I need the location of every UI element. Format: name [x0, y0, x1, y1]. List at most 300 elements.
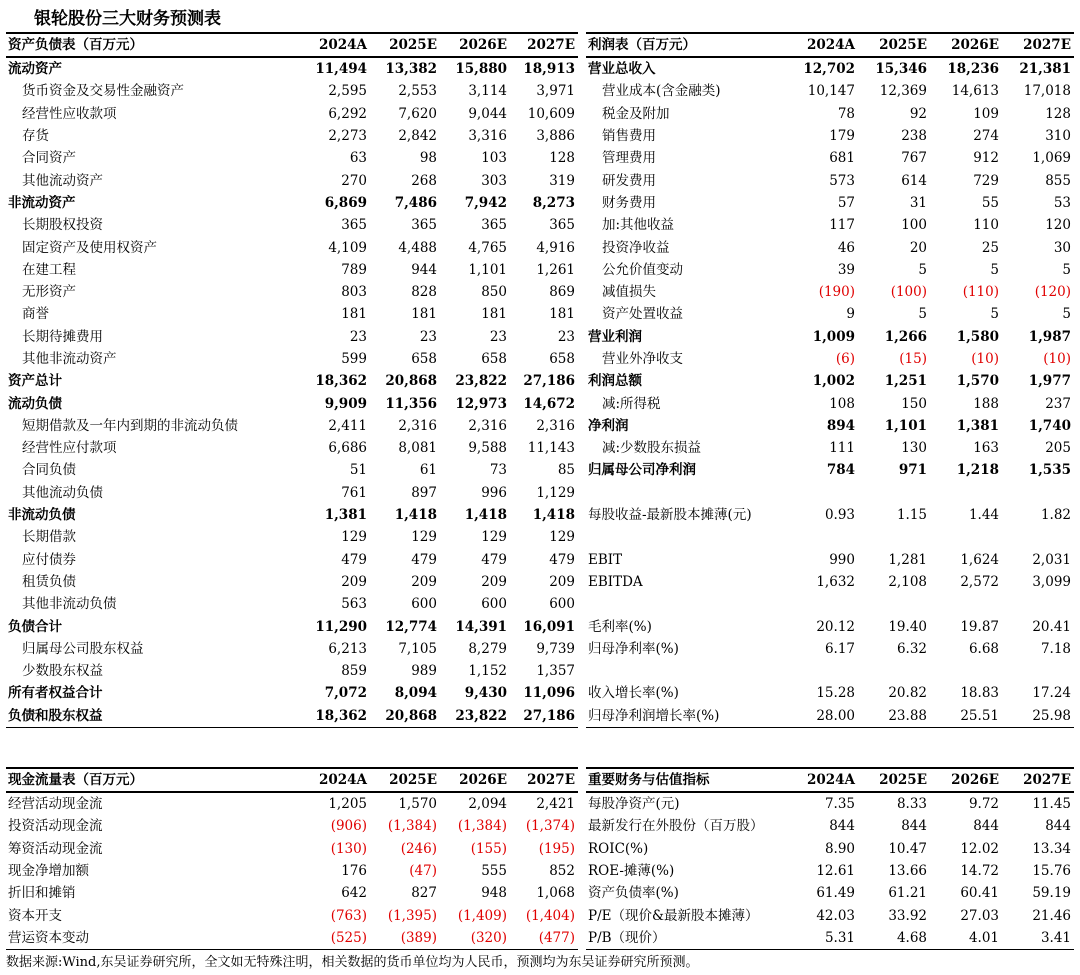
row-label: 收入增长率(%) [588, 685, 679, 702]
row-label: 固定资产及使用权资产 [22, 239, 157, 256]
value-cell: 270 [341, 172, 367, 189]
row-label: 其他非流动资产 [22, 351, 117, 367]
source-note: 数据来源:Wind,东吴证券研究所，全文如无特殊注明，相关数据的货币单位均为人民币，预测均为东吴证券研究所预测。 [6, 955, 699, 970]
value-cell: 3,886 [536, 128, 575, 145]
value-cell: 8.90 [824, 840, 855, 857]
row-label: 营业成本(含金融类) [602, 83, 721, 100]
value-cell: 51 [349, 462, 367, 479]
row-label: 折旧和摊销 [8, 885, 76, 902]
row-label: 所有者权益合计 [8, 685, 103, 702]
value-cell: 237 [1045, 395, 1071, 412]
value-cell [858, 660, 930, 682]
table-header-row [586, 768, 1074, 792]
row-label: 归母净利率(%) [588, 640, 679, 657]
value-cell: 23,822 [440, 705, 510, 728]
value-cell: 2,421 [536, 796, 575, 813]
value-cell: 31 [909, 194, 927, 211]
value-cell: 25 [981, 239, 999, 256]
value-cell: 573 [829, 172, 855, 189]
value-cell: 1,218 [956, 462, 999, 479]
value-cell: 30 [1053, 239, 1071, 256]
value-cell [858, 482, 930, 504]
value-cell: 1,251 [884, 373, 927, 390]
table-row [586, 370, 1074, 392]
value-cell: 98 [419, 150, 437, 167]
value-cell [930, 660, 1002, 682]
value-cell: (47) [409, 863, 437, 880]
value-cell: 9,909 [324, 395, 367, 412]
table-row [586, 927, 1074, 950]
table-row [6, 660, 578, 682]
row-label: 合同负债 [22, 462, 76, 479]
value-cell: 310 [1045, 128, 1071, 145]
value-cell: 3.41 [1002, 927, 1074, 950]
value-cell: 150 [901, 395, 927, 412]
row-label: 负债合计 [8, 618, 62, 635]
value-cell: 1,418 [394, 507, 437, 524]
value-cell: 1,977 [1028, 373, 1071, 390]
row-label: ROIC(%) [588, 840, 649, 857]
value-cell: 767 [901, 150, 927, 167]
table-row [586, 303, 1074, 325]
row-label: 无形资产 [22, 284, 76, 301]
value-cell: 1,535 [1028, 462, 1071, 479]
row-label: 营运资本变动 [6, 927, 304, 950]
table-row [6, 682, 578, 704]
value-cell: 11.45 [1032, 796, 1071, 813]
value-cell: 42.03 [816, 907, 855, 924]
value-cell: 1,152 [468, 663, 507, 680]
value-cell: (1,384) [457, 818, 507, 835]
value-cell: 319 [549, 172, 575, 189]
row-label: 资本开支 [8, 907, 62, 924]
row-label: 其他流动资产 [22, 172, 103, 189]
value-cell: 948 [481, 885, 507, 902]
table-row [6, 147, 578, 169]
value-cell: 15.76 [1032, 863, 1071, 880]
value-cell: 12,702 [803, 61, 855, 78]
table-row [586, 705, 1074, 728]
table-row [6, 326, 578, 348]
value-cell: 7,486 [394, 194, 437, 211]
value-cell: 100 [901, 217, 927, 234]
value-cell: 13.34 [1032, 840, 1071, 857]
row-label: 合同资产 [22, 150, 76, 167]
table-row [586, 904, 1074, 926]
year-header: 2024A [304, 768, 370, 792]
value-cell: 3,099 [1032, 573, 1071, 590]
value-cell: 7.18 [1040, 640, 1071, 657]
value-cell: 27,186 [523, 373, 575, 390]
value-cell: 2,316 [468, 417, 507, 434]
value-cell: 844 [901, 818, 927, 835]
table-row [6, 392, 578, 414]
table-row [6, 370, 578, 392]
value-cell: 600 [549, 596, 575, 613]
value-cell [1002, 593, 1074, 615]
row-label: 长期股权投资 [22, 217, 103, 234]
value-cell: 2,572 [960, 573, 999, 590]
value-cell: 5 [990, 306, 999, 323]
value-cell: 16,091 [523, 618, 575, 635]
value-cell: 6,686 [328, 440, 367, 457]
table-row [6, 904, 578, 926]
table-row [586, 147, 1074, 169]
row-label: 管理费用 [602, 150, 656, 167]
value-cell: (120) [1034, 284, 1071, 301]
value-cell: (10) [1043, 351, 1071, 367]
value-cell: 1,009 [812, 328, 855, 345]
table-header-row [586, 33, 1074, 57]
value-cell: 55 [981, 194, 999, 211]
value-cell: 209 [411, 573, 437, 590]
value-cell [858, 593, 930, 615]
table-row [6, 214, 578, 236]
value-cell [930, 593, 1002, 615]
value-cell: 614 [901, 172, 927, 189]
table-row [6, 169, 578, 191]
value-cell: 13,382 [385, 61, 437, 78]
value-cell: 9,430 [464, 685, 507, 702]
value-cell: 1,987 [1028, 328, 1071, 345]
row-label: 加:其他收益 [602, 217, 675, 234]
value-cell: (6) [835, 351, 855, 367]
value-cell: 4,916 [536, 239, 575, 256]
value-cell: 28.00 [786, 705, 858, 728]
value-cell: 9 [846, 306, 855, 323]
value-cell [786, 660, 858, 682]
value-cell: 8,279 [468, 640, 507, 657]
row-label: 商誉 [22, 306, 49, 323]
value-cell: 181 [341, 306, 367, 323]
value-cell: (763) [330, 907, 367, 924]
year-header: 2026E [440, 33, 510, 57]
row-label [586, 482, 786, 504]
year-header: 2025E [370, 768, 440, 792]
table-header-label: 资产负债表（百万元） [6, 33, 304, 57]
table-row [6, 504, 578, 526]
value-cell: 3,316 [468, 128, 507, 145]
value-cell: 6,292 [328, 105, 367, 122]
table-row [586, 169, 1074, 191]
page-title: 银轮股份三大财务预测表 [34, 9, 221, 29]
value-cell: 5.31 [786, 927, 858, 950]
value-cell: 23,822 [455, 373, 507, 390]
row-label: 每股收益-最新股本摊薄(元) [588, 507, 752, 524]
value-cell: 39 [837, 261, 855, 278]
value-cell: 555 [481, 863, 507, 880]
value-cell: 5 [918, 261, 927, 278]
value-cell: 109 [973, 105, 999, 122]
value-cell: (110) [962, 284, 999, 301]
value-cell: 2,411 [328, 417, 367, 434]
row-label: 研发费用 [602, 172, 656, 189]
value-cell: 7,072 [324, 685, 367, 702]
row-label: 每股净资产(元) [588, 796, 680, 813]
value-cell: 365 [549, 217, 575, 234]
value-cell: 303 [481, 172, 507, 189]
value-cell: (15) [899, 351, 927, 367]
table-row [6, 281, 578, 303]
table-row [586, 815, 1074, 837]
table-header-label: 利润表（百万元） [586, 33, 786, 57]
row-label: 归属母公司净利润 [588, 462, 696, 479]
value-cell: 944 [411, 261, 437, 278]
value-cell: 642 [341, 885, 367, 902]
row-label: 经营活动现金流 [8, 796, 103, 813]
value-cell: 20,868 [370, 705, 440, 728]
table-row [6, 526, 578, 548]
value-cell: 61.21 [888, 885, 927, 902]
value-cell: (1,395) [387, 907, 437, 924]
table-row [586, 236, 1074, 258]
value-cell: 209 [341, 573, 367, 590]
value-cell: 128 [549, 150, 575, 167]
value-cell: 1,205 [328, 796, 367, 813]
value-cell: 2,595 [328, 83, 367, 100]
value-cell: 7,105 [398, 640, 437, 657]
value-cell: 996 [481, 484, 507, 501]
row-label [586, 526, 786, 548]
table-row [6, 437, 578, 459]
table-row [586, 392, 1074, 414]
value-cell: 5 [1062, 261, 1071, 278]
value-cell: 19.87 [960, 618, 999, 635]
value-cell: 8.33 [896, 796, 927, 813]
value-cell: (1,384) [387, 818, 437, 835]
value-cell: 10,147 [807, 83, 855, 100]
value-cell: 869 [549, 284, 575, 301]
value-cell: 828 [411, 284, 437, 301]
value-cell: 12,369 [879, 83, 927, 100]
value-cell: 971 [898, 462, 927, 479]
value-cell: 479 [481, 551, 507, 568]
year-header: 2027E [510, 768, 578, 792]
year-header: 2026E [440, 768, 510, 792]
value-cell: 8,081 [398, 440, 437, 457]
value-cell: 12,774 [385, 618, 437, 635]
value-cell: 989 [411, 663, 437, 680]
value-cell: (1,374) [525, 818, 575, 835]
value-cell: 600 [481, 596, 507, 613]
value-cell: 1,740 [1028, 417, 1071, 434]
table-row [586, 792, 1074, 815]
value-cell: 1,069 [1032, 150, 1071, 167]
value-cell: 59.19 [1032, 885, 1071, 902]
value-cell: 1,632 [816, 573, 855, 590]
value-cell: 844 [973, 818, 999, 835]
value-cell: 6,213 [328, 640, 367, 657]
value-cell: 181 [549, 306, 575, 323]
value-cell: 23.88 [858, 705, 930, 728]
value-cell: 599 [341, 351, 367, 367]
table-row [586, 682, 1074, 704]
table-row [586, 348, 1074, 370]
value-cell: 63 [349, 150, 367, 167]
value-cell: 13.66 [888, 863, 927, 880]
value-cell: (906) [330, 818, 367, 835]
table-row [586, 593, 1074, 615]
year-header: 2025E [858, 768, 930, 792]
value-cell: 1,266 [884, 328, 927, 345]
value-cell: 85 [557, 462, 575, 479]
row-label: 非流动资产 [8, 194, 76, 211]
value-cell: 163 [973, 440, 999, 457]
table-row [586, 638, 1074, 660]
value-cell: 2,316 [536, 417, 575, 434]
value-cell: 46 [837, 239, 855, 256]
value-cell: 844 [1045, 818, 1071, 835]
row-label: EBIT [588, 551, 623, 568]
value-cell: (1,409) [457, 907, 507, 924]
value-cell: 479 [411, 551, 437, 568]
value-cell: 681 [829, 150, 855, 167]
value-cell: 658 [411, 351, 437, 367]
value-cell: 23 [349, 328, 367, 345]
row-label: P/E（现价&最新股本摊薄） [588, 907, 759, 924]
row-label: P/B（现价） [586, 927, 786, 950]
value-cell: 21.46 [1032, 907, 1071, 924]
table-row [586, 80, 1074, 102]
value-cell: (190) [818, 284, 855, 301]
value-cell: 17,018 [1023, 83, 1071, 100]
value-cell: 18,913 [523, 61, 575, 78]
value-cell: 120 [1045, 217, 1071, 234]
value-cell: 12.61 [816, 863, 855, 880]
value-cell: 61 [419, 462, 437, 479]
row-label: 经营性应收款项 [22, 105, 117, 122]
row-label: 租赁负债 [22, 573, 76, 590]
table-row [6, 348, 578, 370]
value-cell: 2,316 [398, 417, 437, 434]
value-cell: 7,942 [464, 194, 507, 211]
table-row [6, 927, 578, 950]
value-cell: 1,101 [884, 417, 927, 434]
table-row [586, 526, 1074, 548]
value-cell: 20,868 [385, 373, 437, 390]
row-label: 流动资产 [8, 61, 62, 78]
year-header: 2024A [304, 33, 370, 57]
value-cell: 7.35 [824, 796, 855, 813]
value-cell: 1,381 [324, 507, 367, 524]
value-cell: 9.72 [968, 796, 999, 813]
value-cell: 4,765 [468, 239, 507, 256]
table-row [6, 57, 578, 80]
value-cell: 1,357 [536, 663, 575, 680]
table-row [586, 615, 1074, 637]
row-label: 利润总额 [588, 373, 642, 390]
value-cell: 1.44 [968, 507, 999, 524]
row-label: 销售费用 [602, 128, 656, 145]
row-label: 毛利率(%) [588, 618, 652, 635]
value-cell: 12,973 [455, 395, 507, 412]
table-row [6, 125, 578, 147]
value-cell: 658 [481, 351, 507, 367]
table-row [6, 192, 578, 214]
year-header: 2026E [930, 768, 1002, 792]
value-cell: 1,418 [464, 507, 507, 524]
table-row [6, 638, 578, 660]
row-label: 少数股东权益 [22, 663, 103, 680]
value-cell: 15.28 [816, 685, 855, 702]
row-label: 现金净增加额 [8, 863, 89, 880]
value-cell: 238 [901, 128, 927, 145]
value-cell: (389) [370, 927, 440, 950]
table-row [6, 705, 578, 728]
value-cell: 14,672 [523, 395, 575, 412]
value-cell: 20.82 [888, 685, 927, 702]
value-cell: (155) [470, 840, 507, 857]
value-cell: 1,624 [960, 551, 999, 568]
value-cell: 8,094 [394, 685, 437, 702]
value-cell: 20.41 [1032, 618, 1071, 635]
row-label: 营业外净收支 [602, 351, 683, 367]
table-header-label: 现金流量表（百万元） [6, 768, 304, 792]
value-cell: 129 [341, 529, 367, 546]
row-label: 资产负债率(%) [588, 885, 679, 902]
row-label: 非流动负债 [8, 507, 76, 524]
row-label: 流动负债 [8, 395, 62, 412]
value-cell: 33.92 [888, 907, 927, 924]
value-cell: 5 [990, 261, 999, 278]
value-cell: 18,362 [304, 705, 370, 728]
value-cell: 108 [829, 395, 855, 412]
value-cell: 78 [837, 105, 855, 122]
value-cell [786, 593, 858, 615]
table-row [586, 125, 1074, 147]
value-cell: (195) [538, 840, 575, 857]
table-row [586, 281, 1074, 303]
year-header: 2025E [858, 33, 930, 57]
row-label: ROE-摊薄(%) [588, 863, 675, 880]
row-label: 应付债券 [22, 551, 76, 568]
table-row [586, 504, 1074, 526]
value-cell: 181 [411, 306, 437, 323]
row-label: 投资净收益 [602, 239, 670, 256]
table-row [586, 459, 1074, 481]
table-row [586, 549, 1074, 571]
value-cell: 6,869 [324, 194, 367, 211]
value-cell: 92 [909, 105, 927, 122]
value-cell: 27.03 [960, 907, 999, 924]
value-cell: 1,281 [888, 551, 927, 568]
value-cell: 855 [1045, 172, 1071, 189]
value-cell: 1,570 [956, 373, 999, 390]
row-label: 减:少数股东损益 [602, 440, 702, 457]
value-cell: 205 [1045, 440, 1071, 457]
row-label: EBITDA [588, 573, 643, 590]
value-cell: 852 [549, 863, 575, 880]
value-cell: 11,143 [527, 440, 575, 457]
value-cell: 1,101 [468, 261, 507, 278]
table-header-label: 重要财务与估值指标 [586, 768, 786, 792]
table-row [586, 860, 1074, 882]
year-header: 2027E [1002, 768, 1074, 792]
value-cell: 53 [1053, 194, 1071, 211]
value-cell: 11,356 [385, 395, 437, 412]
value-cell: 209 [481, 573, 507, 590]
table-row [6, 103, 578, 125]
value-cell: 1,129 [536, 484, 575, 501]
value-cell [930, 482, 1002, 504]
value-cell: 365 [481, 217, 507, 234]
row-label: 在建工程 [22, 261, 76, 278]
value-cell: (525) [304, 927, 370, 950]
table-row [6, 482, 578, 504]
table-row [6, 615, 578, 637]
value-cell: 188 [973, 395, 999, 412]
value-cell: 117 [829, 217, 855, 234]
